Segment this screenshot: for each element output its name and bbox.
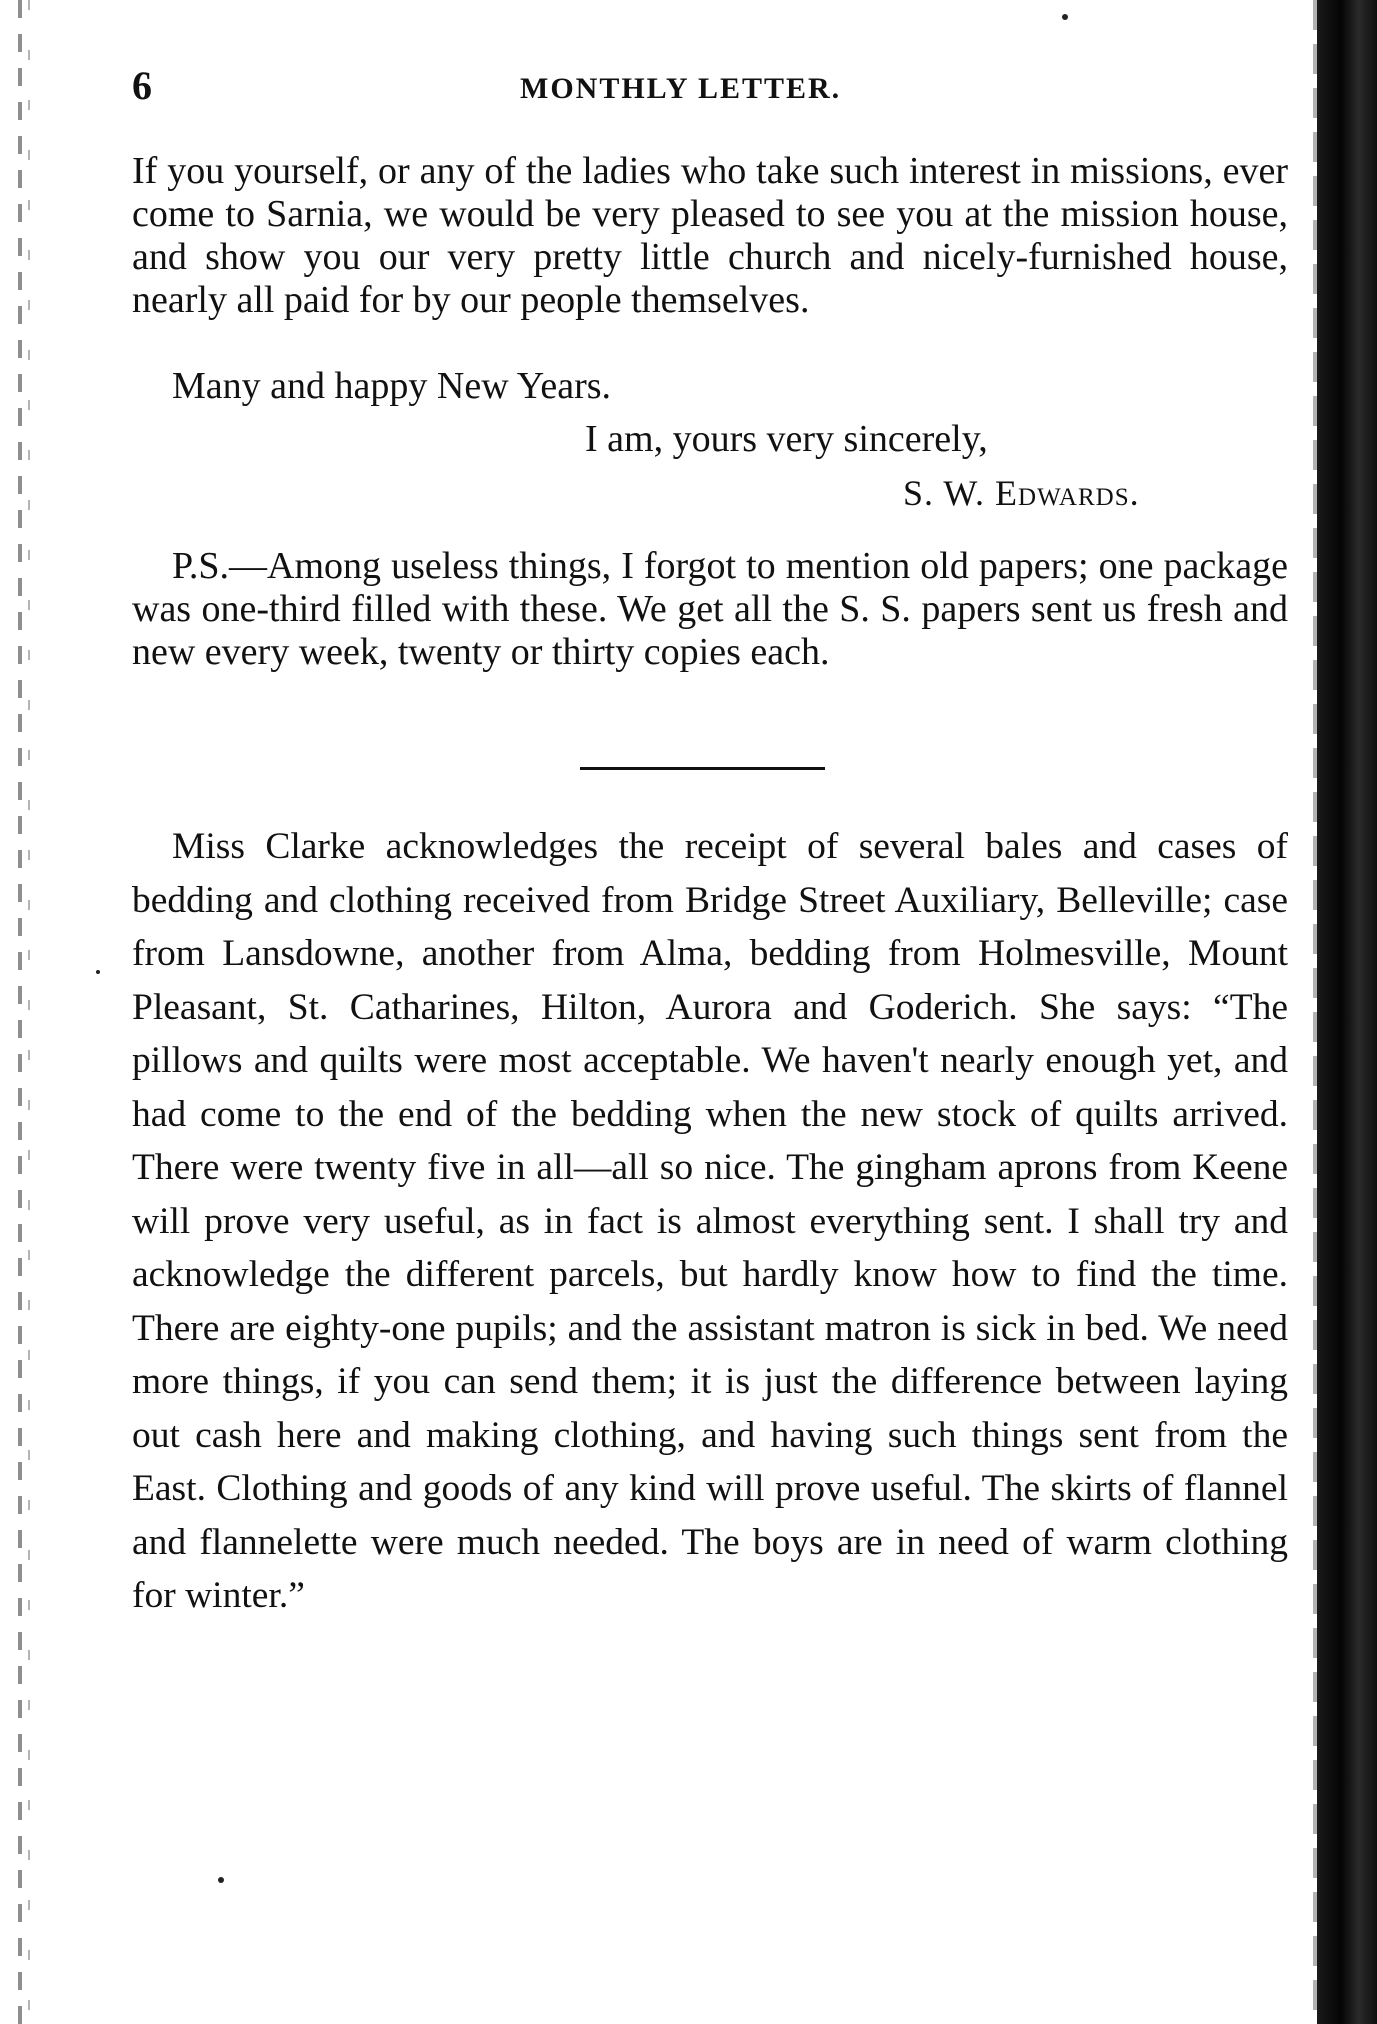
letter-closing: I am, yours very sincerely,	[585, 418, 988, 460]
scan-speck	[218, 1877, 224, 1883]
section-divider	[580, 767, 825, 770]
page-left-edge	[18, 0, 22, 2024]
running-head: MONTHLY LETTER.	[520, 72, 842, 105]
scan-speck	[96, 970, 100, 974]
letter-paragraph: If you yourself, or any of the ladies who take such interest in missions, ever come to Sarnia, we would be very pleased to see you at the mission house, and show you our very pretty little church and nicely-furnished house, nearly all paid for by our people themselves.	[132, 150, 1288, 321]
letter-greeting: Many and happy New Years.	[172, 365, 612, 407]
page-left-edge-shadow	[28, 0, 30, 2024]
notice-paragraph: Miss Clarke acknowledges the receipt of several bales and cases of bedding and clothing received from Bridge Street Auxiliary, Belleville; case from Lansdowne, another from Alma, bedding from Holmesville, Mount Pleasant, St. Catharines, Hilton, Aurora and Goderich. She says: “The pillows and quilts were most acceptable. We haven't nearly enough yet, and had come to the end of the bedding when the new stock of quilts arrived. There were twenty five in all—all so nice. The gingham aprons from Keene will prove very useful, as in fact is almost everything sent. I shall try and acknowledge the different parcels, but hardly know how to find the time. There are eighty-one pupils; and the assistant matron is sick in bed. We need more things, if you can send them; it is just the difference between laying out cash here and making clothing, and having such things sent from the East. Clothing and goods of any kind will prove useful. The skirts of flannel and flannelette were much needed. The boys are in need of warm clothing for winter.”	[132, 826, 1288, 1616]
letter-signature: S. W. Edwards.	[903, 473, 1140, 513]
letter-postscript: P.S.—Among useless things, I forgot to mention old papers; one package was one-third filled with these. We get all the S. S. papers sent us fresh and new every week, twenty or thirty copies each.	[132, 545, 1288, 673]
book-binding-edge	[1317, 0, 1377, 2024]
page-number: 6	[132, 63, 152, 108]
scan-speck	[1062, 14, 1068, 20]
